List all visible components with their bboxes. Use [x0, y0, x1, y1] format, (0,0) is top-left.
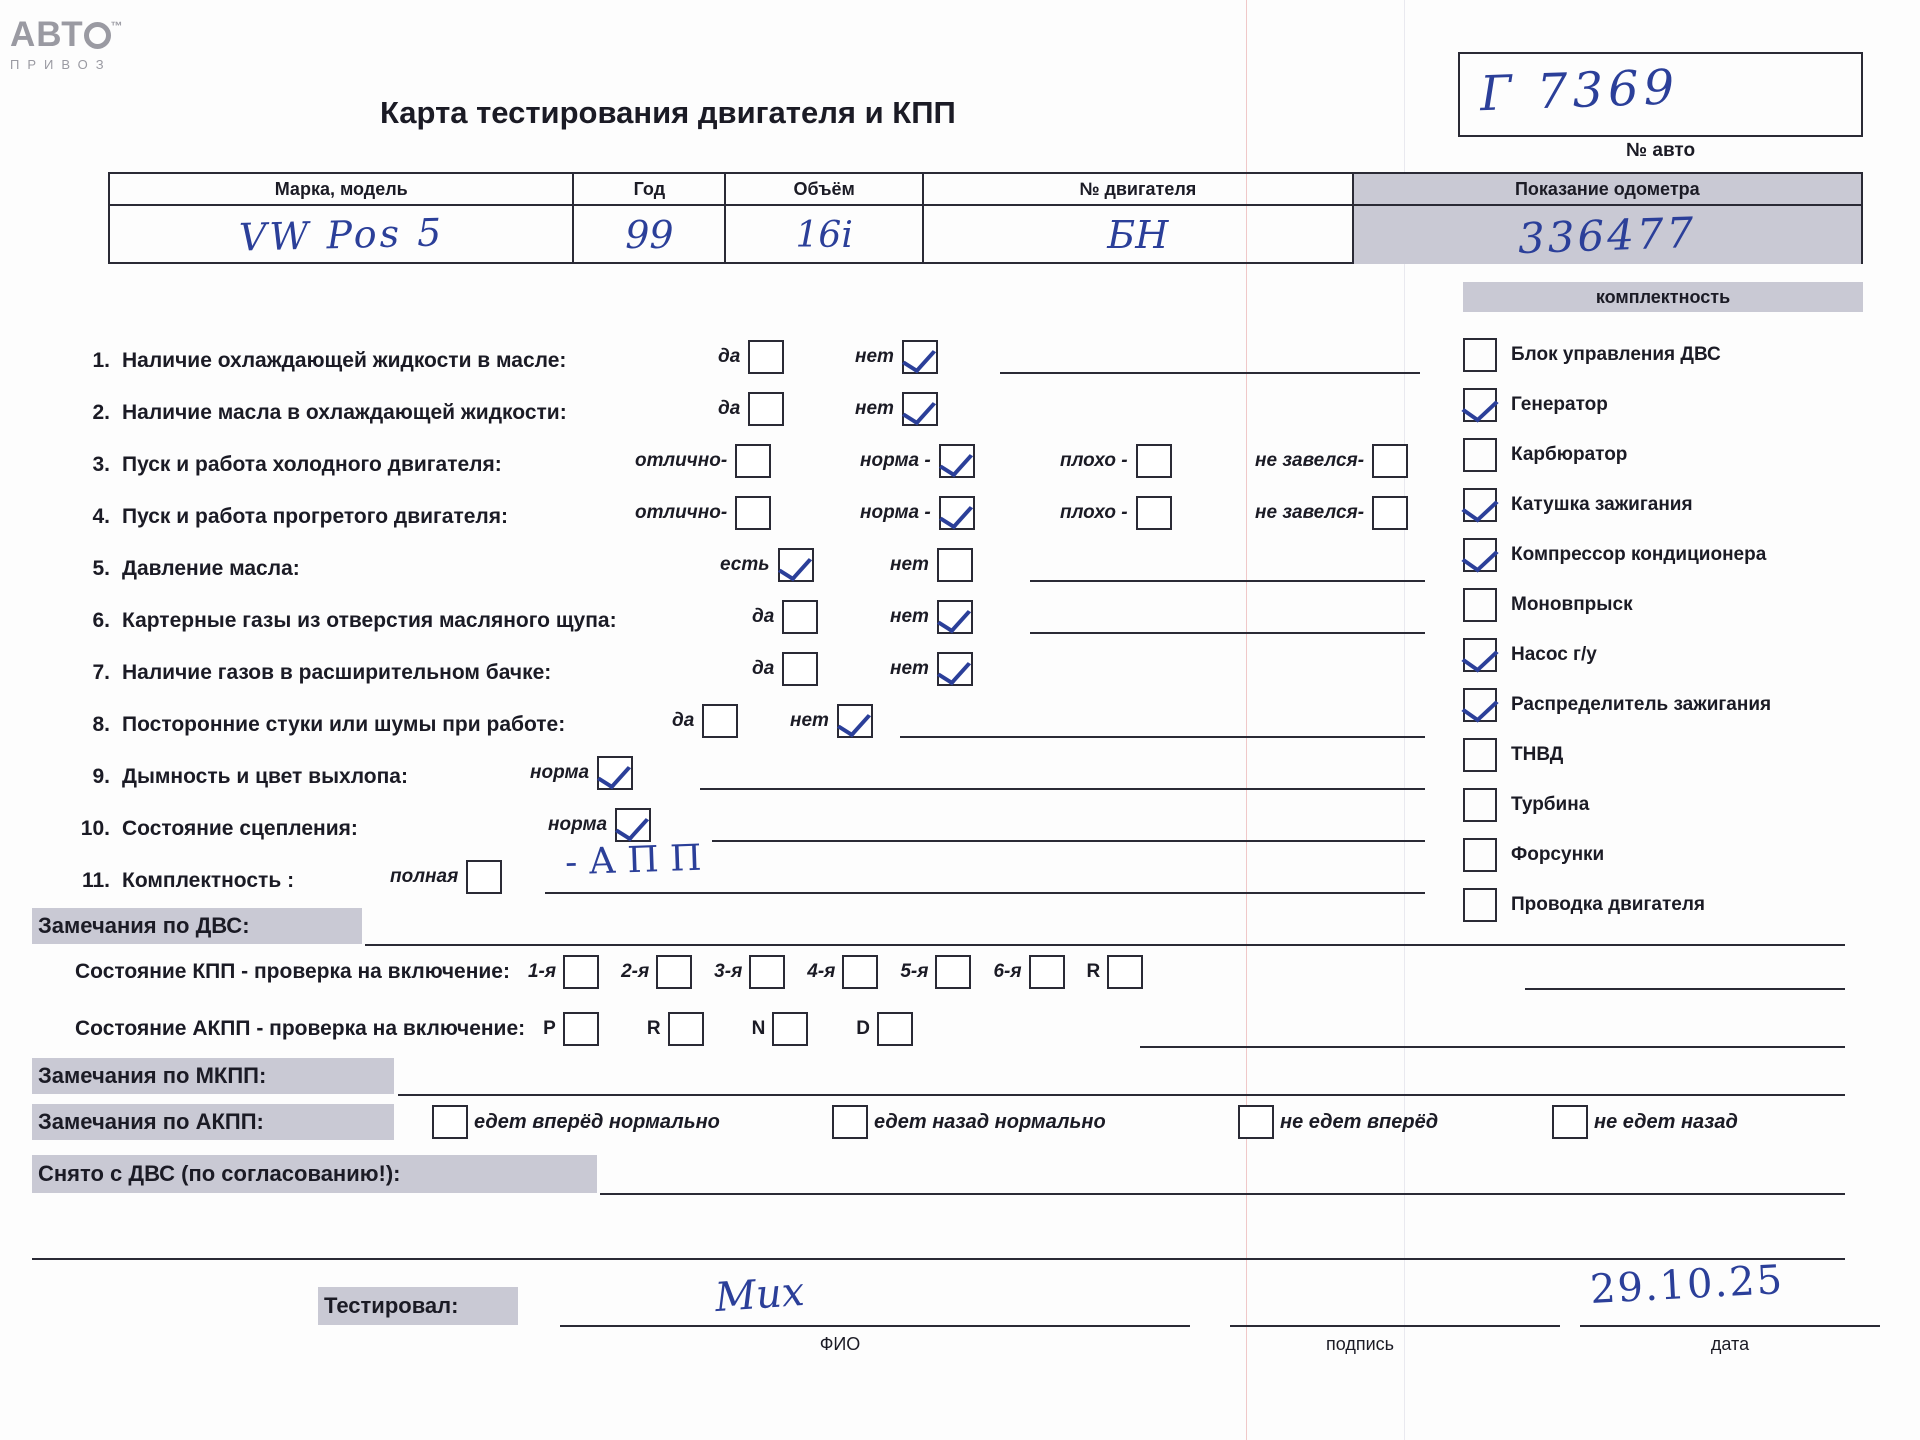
option-label: плохо - [1060, 450, 1128, 471]
value-engine-no-text: БН [1107, 213, 1169, 257]
logo-text [10, 6, 170, 55]
list-item[interactable] [1463, 680, 1883, 730]
tested-by-label: Тестировал: [318, 1287, 518, 1325]
option-q2-yes[interactable] [718, 392, 784, 426]
value-volume-text: 16i [795, 214, 853, 256]
gear-1[interactable] [528, 955, 599, 989]
question-row-11 [70, 858, 1450, 904]
checkbox-turbina[interactable] [1463, 788, 1497, 822]
option-q8-yes[interactable] [672, 704, 738, 738]
question-number: 11. [81, 869, 110, 892]
checkbox-q9-normal[interactable] [597, 756, 633, 790]
list-item-label: Компрессор кондиционера [1511, 544, 1767, 565]
option-q6-yes[interactable] [752, 600, 818, 634]
akpp-label: Состояние АКПП - проверка на включение: [75, 1017, 526, 1040]
option-label: норма [548, 814, 608, 835]
checkbox-akpp-r[interactable] [668, 1012, 704, 1046]
write-in-line[interactable] [1000, 372, 1420, 374]
gear-r[interactable] [1087, 955, 1144, 989]
checkbox-katushka-zazhiganiya[interactable] [1463, 488, 1497, 522]
akpp-mode-p[interactable] [543, 1012, 599, 1046]
checkbox-gear-6[interactable] [1029, 955, 1065, 989]
checkbox-q4-nostart[interactable] [1372, 496, 1408, 530]
checkbox-akpp-p[interactable] [563, 1012, 599, 1046]
list-item-label: Проводка двигателя [1511, 894, 1705, 915]
checkbox-akpp-forward-ok[interactable] [432, 1105, 468, 1139]
column-header-year: Год [574, 174, 726, 206]
akpp-option-reverse-ok[interactable] [832, 1105, 1106, 1139]
date-handwritten: 29.10.25 [1588, 1256, 1786, 1314]
q11-handwritten-note: - А П П [564, 837, 703, 884]
question-number: 8. [92, 713, 110, 736]
option-q4-nostart[interactable] [1255, 496, 1408, 530]
option-q3-bad[interactable] [1060, 444, 1172, 478]
checkbox-q10-normal[interactable] [615, 808, 651, 842]
list-item-label: Турбина [1511, 794, 1590, 815]
option-q1-yes[interactable] [718, 340, 784, 374]
checkbox-q2-yes[interactable] [748, 392, 784, 426]
checkbox-blok-upravleniya[interactable] [1463, 338, 1497, 372]
option-label: плохо - [1060, 502, 1128, 523]
option-label: да [672, 710, 695, 731]
checkbox-q8-yes[interactable] [702, 704, 738, 738]
value-year [574, 206, 726, 264]
checkbox-provodka-dvigatelya[interactable] [1463, 888, 1497, 922]
logo-circle-icon [84, 22, 111, 49]
question-number: 6. [92, 609, 110, 632]
akpp-option-label: едет назад нормально [874, 1110, 1106, 1133]
list-item[interactable] [1463, 580, 1883, 630]
option-q5-no[interactable] [890, 548, 973, 582]
option-label: нет [855, 398, 894, 419]
option-q3-nostart[interactable] [1255, 444, 1408, 478]
completeness-list [1463, 330, 1883, 930]
value-volume [726, 206, 924, 264]
akpp-write-in-line[interactable] [1140, 1046, 1845, 1048]
table-value-row [110, 206, 1861, 264]
checkbox-akpp-no-forward[interactable] [1238, 1105, 1274, 1139]
akpp-option-no-forward[interactable] [1238, 1105, 1438, 1139]
option-label: да [752, 606, 775, 627]
value-brand-text: VW Pos 5 [238, 210, 445, 260]
checkbox-tnvd[interactable] [1463, 738, 1497, 772]
list-item-label: ТНВД [1511, 744, 1564, 765]
option-label: отлично- [635, 502, 728, 523]
option-label: нет [790, 710, 829, 731]
option-q4-bad[interactable] [1060, 496, 1172, 530]
question-text: Пуск и работа холодного двигателя: [122, 453, 502, 476]
auto-number-handwritten: Г 7369 [1479, 59, 1681, 123]
option-label: нет [890, 658, 929, 679]
akpp-mode-label: R [646, 1018, 661, 1039]
question-row-9 [70, 754, 1450, 800]
option-label: нет [890, 606, 929, 627]
list-item-label: Моновпрыск [1511, 594, 1633, 615]
option-label: да [718, 346, 741, 367]
write-in-line[interactable] [712, 840, 1425, 842]
option-q8-no[interactable] [790, 704, 873, 738]
column-header-odometer: Показание одометра [1354, 174, 1861, 206]
gear-label: 3-я [714, 961, 743, 982]
gear-label: R [1086, 961, 1101, 982]
list-item[interactable] [1463, 630, 1883, 680]
option-label: норма - [860, 502, 931, 523]
akpp-mode-d[interactable] [856, 1012, 913, 1046]
fio-line[interactable] [560, 1325, 1190, 1327]
akpp-check-row [75, 1012, 935, 1046]
checkbox-q7-yes[interactable] [782, 652, 818, 686]
value-odometer-text: 336477 [1517, 207, 1698, 263]
list-item[interactable] [1463, 780, 1883, 830]
question-number: 3. [92, 453, 110, 476]
checkbox-q4-normal[interactable] [939, 496, 975, 530]
checkbox-akpp-d[interactable] [877, 1012, 913, 1046]
mkpp-check-row [75, 955, 1165, 989]
option-label: норма - [860, 450, 931, 471]
option-q7-yes[interactable] [752, 652, 818, 686]
logo-word-part: АВТ [10, 15, 84, 54]
checkbox-q4-excellent[interactable] [735, 496, 771, 530]
gear-6[interactable] [993, 955, 1064, 989]
checkbox-gear-3[interactable] [749, 955, 785, 989]
section-label-dvs-notes: Замечания по ДВС: [32, 908, 362, 944]
brand-logo [10, 6, 170, 84]
question-number: 4. [92, 505, 110, 528]
checkbox-nasos-gu[interactable] [1463, 638, 1497, 672]
question-text: Пуск и работа прогретого двигателя: [122, 505, 509, 528]
gear-label: 1-я [527, 961, 557, 982]
gear-5[interactable] [900, 955, 971, 989]
section-label-removed: Снято с ДВС (по согласованию!): [32, 1155, 597, 1193]
list-item[interactable] [1463, 830, 1883, 880]
list-item-label: Блок управления ДВС [1511, 344, 1721, 365]
checkbox-q2-no[interactable] [902, 392, 938, 426]
akpp-option-label: не едет вперёд [1280, 1110, 1439, 1133]
checkbox-q3-bad[interactable] [1136, 444, 1172, 478]
checkbox-gear-4[interactable] [842, 955, 878, 989]
gear-3[interactable] [714, 955, 785, 989]
option-q2-no[interactable] [855, 392, 938, 426]
checkbox-q8-no[interactable] [837, 704, 873, 738]
gear-2[interactable] [621, 955, 692, 989]
value-odometer [1354, 206, 1861, 264]
list-item[interactable] [1463, 380, 1883, 430]
page-title: Карта тестирования двигателя и КПП [380, 95, 956, 130]
column-header-volume: Объём [726, 174, 924, 206]
checkbox-generator[interactable] [1463, 388, 1497, 422]
list-item-label: Насос г/у [1511, 644, 1597, 665]
checkbox-q1-yes[interactable] [748, 340, 784, 374]
question-text: Комплектность : [122, 869, 295, 892]
question-number: 1. [92, 349, 110, 372]
option-label: не завелся- [1255, 450, 1365, 471]
list-item[interactable] [1463, 880, 1883, 930]
checkbox-kompressor-konditsionera[interactable] [1463, 538, 1497, 572]
question-number: 9. [92, 765, 110, 788]
question-text: Наличие охлаждающей жидкости в масле: [122, 349, 567, 372]
question-text: Наличие масла в охлаждающей жидкости: [122, 401, 567, 424]
checkbox-q6-no[interactable] [937, 600, 973, 634]
gear-label: 4-я [807, 961, 836, 982]
akpp-mode-r[interactable] [647, 1012, 704, 1046]
option-label: есть [720, 554, 770, 575]
list-item[interactable] [1463, 730, 1883, 780]
checkbox-raspredelitel-zazhiganiya[interactable] [1463, 688, 1497, 722]
checkbox-karbyurator[interactable] [1463, 438, 1497, 472]
option-label: да [718, 398, 741, 419]
akpp-option-label: едет вперёд нормально [474, 1110, 720, 1133]
option-q5-yes[interactable] [720, 548, 814, 582]
option-q6-no[interactable] [890, 600, 973, 634]
checkbox-akpp-n[interactable] [772, 1012, 808, 1046]
akpp-mode-n[interactable] [752, 1012, 809, 1046]
list-item-label: Катушка зажигания [1511, 494, 1693, 515]
date-label: дата [1710, 1334, 1750, 1354]
dvs-notes-line[interactable] [365, 944, 1845, 946]
list-item[interactable] [1463, 430, 1883, 480]
column-header-brand: Марка, модель [110, 174, 574, 206]
question-number: 5. [92, 557, 110, 580]
option-label: да [752, 658, 775, 679]
write-in-line[interactable] [1030, 580, 1425, 582]
gear-label: 6-я [993, 961, 1022, 982]
akpp-mode-label: D [856, 1018, 871, 1039]
write-in-line[interactable] [700, 788, 1425, 790]
list-item[interactable] [1463, 330, 1883, 380]
question-text: Картерные газы из отверстия масляного щупа: [122, 609, 617, 632]
akpp-option-forward-ok[interactable] [432, 1105, 720, 1139]
table-header-row [110, 174, 1861, 206]
auto-number-label: № авто [1625, 140, 1696, 161]
question-row-8 [70, 702, 1450, 748]
fio-label: ФИО [819, 1334, 861, 1354]
gear-4[interactable] [807, 955, 878, 989]
question-text: Наличие газов в расширительном бачке: [122, 661, 552, 684]
option-label: нет [855, 346, 894, 367]
checkbox-q1-no[interactable] [902, 340, 938, 374]
value-engine-no [924, 206, 1354, 264]
akpp-mode-label: P [543, 1018, 556, 1039]
question-text: Посторонние стуки или шумы при работе: [122, 713, 566, 736]
option-label: отлично- [635, 450, 728, 471]
checkbox-q4-bad[interactable] [1136, 496, 1172, 530]
checkbox-q11-full[interactable] [466, 860, 502, 894]
tester-handwritten: Мих [713, 1268, 806, 1322]
question-text: Состояние сцепления: [122, 817, 358, 840]
akpp-option-no-reverse[interactable] [1552, 1105, 1738, 1139]
logo-subtitle: ПРИВОЗ [10, 57, 112, 72]
checkbox-q5-no[interactable] [937, 548, 973, 582]
removed-line-1[interactable] [600, 1193, 1845, 1195]
option-q11-full[interactable] [390, 860, 502, 894]
checkbox-q3-excellent[interactable] [735, 444, 771, 478]
question-text: Давление масла: [122, 557, 300, 580]
checkbox-akpp-no-reverse[interactable] [1552, 1105, 1588, 1139]
list-item-label: Форсунки [1511, 844, 1605, 865]
option-q1-no[interactable] [855, 340, 938, 374]
column-header-engine-no: № двигателя [924, 174, 1354, 206]
mkpp-notes-line[interactable] [398, 1094, 1845, 1096]
checkbox-gear-2[interactable] [656, 955, 692, 989]
list-item[interactable] [1463, 480, 1883, 530]
date-line[interactable] [1580, 1325, 1880, 1327]
removed-line-2[interactable] [32, 1258, 1845, 1260]
question-text: Дымность и цвет выхлопа: [122, 765, 408, 788]
option-q10-normal[interactable] [548, 808, 651, 842]
value-year-text: 99 [625, 213, 674, 257]
write-in-line[interactable] [545, 892, 1425, 894]
checkbox-forsunki[interactable] [1463, 838, 1497, 872]
option-q9-normal[interactable] [530, 756, 633, 790]
section-label-akpp-notes: Замечания по АКПП: [32, 1104, 394, 1140]
option-q3-excellent[interactable] [635, 444, 771, 478]
checkbox-q7-no[interactable] [937, 652, 973, 686]
option-label: не завелся- [1255, 502, 1365, 523]
option-label: полная [390, 866, 459, 887]
mkpp-label: Состояние КПП - проверка на включение: [75, 960, 510, 983]
option-q3-normal[interactable] [860, 444, 975, 478]
list-item[interactable] [1463, 530, 1883, 580]
value-brand [110, 206, 574, 264]
option-q4-excellent[interactable] [635, 496, 771, 530]
checkbox-q3-nostart[interactable] [1372, 444, 1408, 478]
option-q7-no[interactable] [890, 652, 973, 686]
checkbox-monovprysk[interactable] [1463, 588, 1497, 622]
option-label: нет [890, 554, 929, 575]
checkbox-akpp-reverse-ok[interactable] [832, 1105, 868, 1139]
checkbox-gear-5[interactable] [935, 955, 971, 989]
list-item-label: Карбюратор [1511, 444, 1628, 465]
question-row-10 [70, 806, 1450, 852]
checkbox-q5-yes[interactable] [778, 548, 814, 582]
question-number: 2. [92, 401, 110, 424]
gear-label: 2-я [621, 961, 650, 982]
logo-trademark: ™ [110, 19, 124, 33]
checkbox-q6-yes[interactable] [782, 600, 818, 634]
akpp-mode-label: N [751, 1018, 766, 1039]
checkbox-gear-r[interactable] [1107, 955, 1143, 989]
option-label: норма [530, 762, 590, 783]
mkpp-write-in-line[interactable] [1525, 988, 1845, 990]
question-number: 10. [80, 817, 110, 840]
signature-line[interactable] [1230, 1325, 1560, 1327]
checkbox-q3-normal[interactable] [939, 444, 975, 478]
akpp-option-label: не едет назад [1594, 1110, 1738, 1133]
list-item-label: Распределитель зажигания [1511, 694, 1772, 715]
section-label-mkpp-notes: Замечания по МКПП: [32, 1058, 394, 1094]
write-in-line[interactable] [900, 736, 1425, 738]
checkbox-gear-1[interactable] [563, 955, 599, 989]
completeness-title: комплектность [1463, 282, 1863, 312]
signature-label: подпись [1325, 1334, 1395, 1354]
vehicle-info-table [108, 172, 1863, 264]
list-item-label: Генератор [1511, 394, 1608, 415]
write-in-line[interactable] [1030, 632, 1425, 634]
question-number: 7. [92, 661, 110, 684]
option-q4-normal[interactable] [860, 496, 975, 530]
gear-label: 5-я [900, 961, 929, 982]
